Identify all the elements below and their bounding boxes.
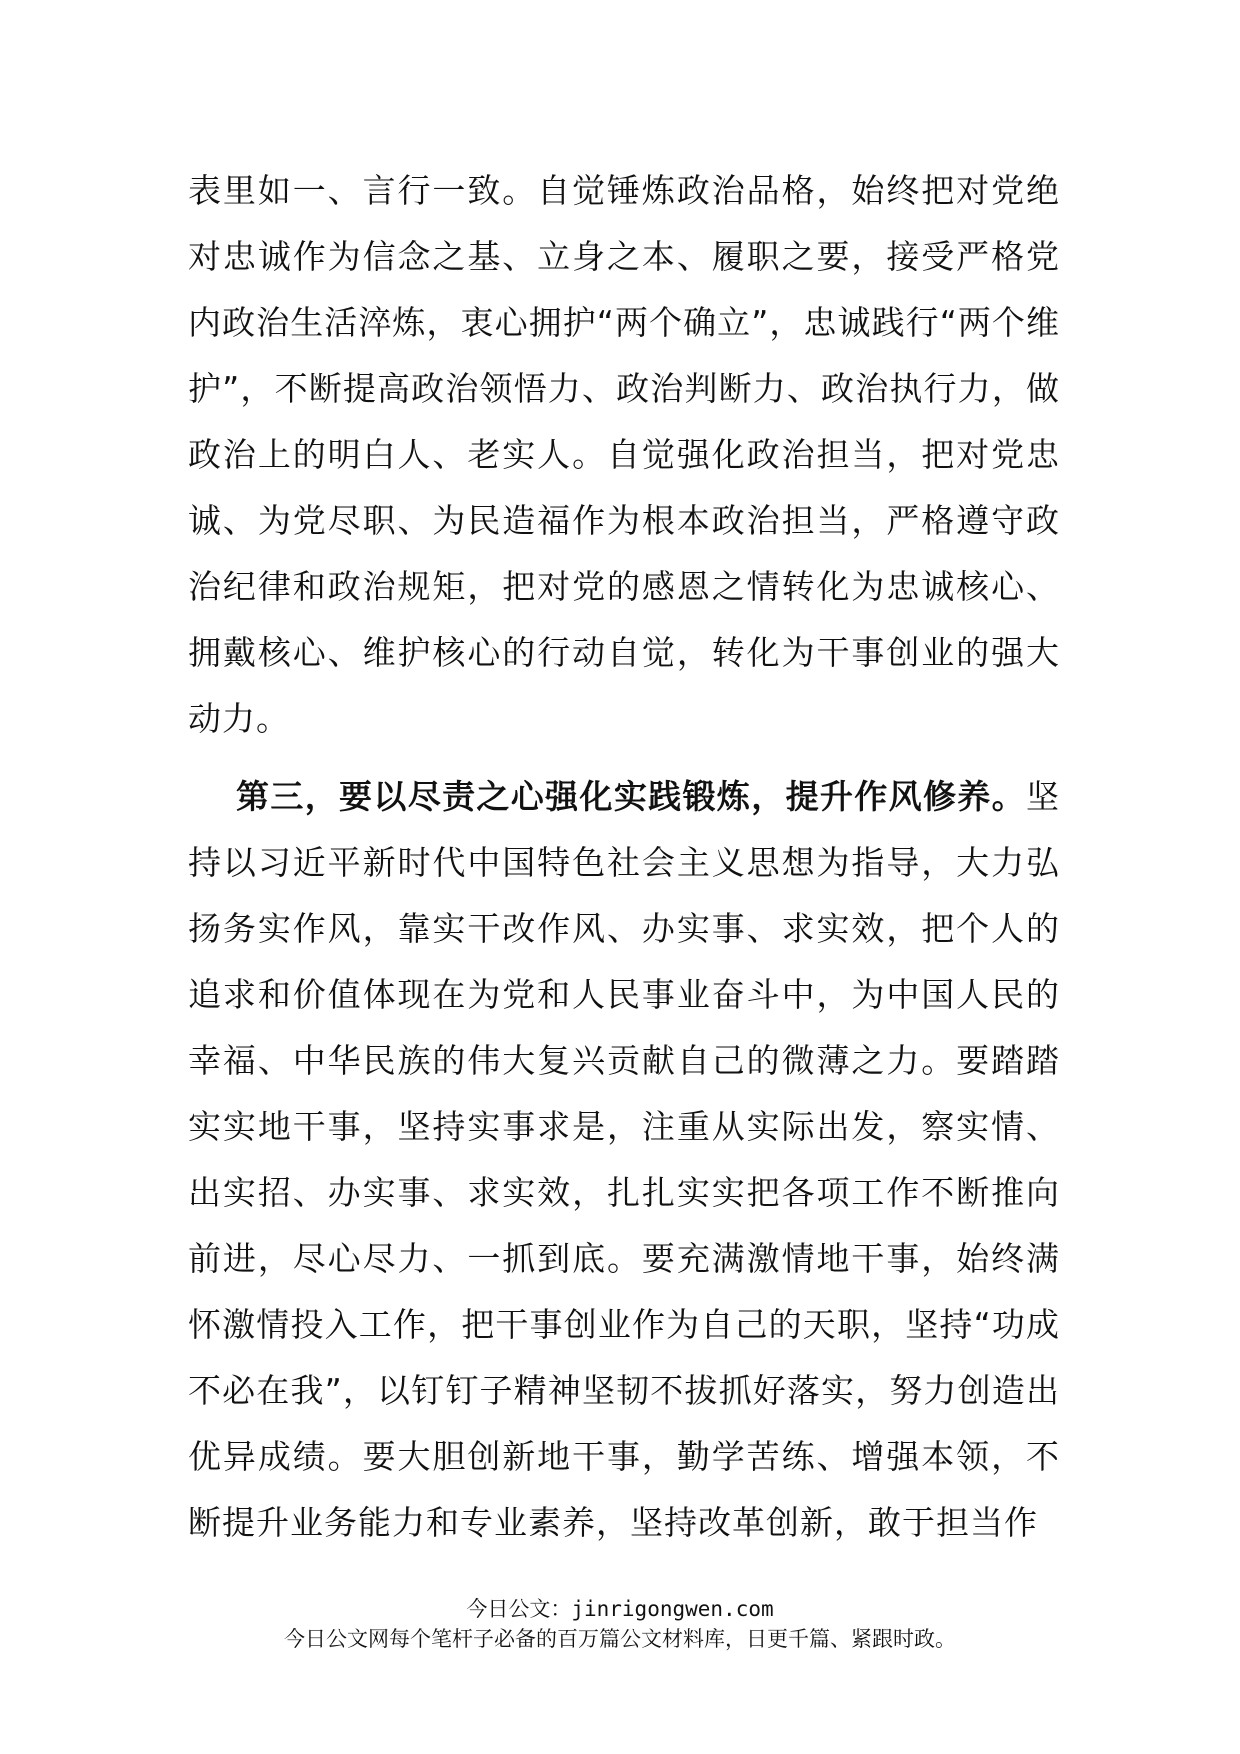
paragraph-continuation: 表里如一、言行一致。自觉锤炼政治品格，始终把对党绝对忠诚作为信念之基、立身之本、履职之要，接受严格党内政治生活淬炼，衷心拥护“两个确立”，忠诚践行“两个维护”，不断提高政治领悟力、政治判断力、政治执行力，做政治上的明白人、老实人。自觉强化政治担当，把对党忠诚、为党尽职、为民造福作为根本政治担当，严格遵守政治纪律和政治规矩，把对党的感恩之情转化为忠诚核心、拥戴核心、维护核心的行动自觉，转化为干事创业的强大动力。 (188, 171, 1060, 738)
paragraph-third-point (188, 764, 1060, 1556)
paragraph-lead-heading: 第三，要以尽责之心强化实践锻炼，提升作风修养。 (236, 777, 1026, 816)
footer-site-label: 今日公文： (466, 1597, 572, 1621)
footer-tagline: 今日公文网每个笔杆子必备的百万篇公文材料库，日更千篇、紧跟时政。 (284, 1627, 956, 1651)
paragraph-body-text: 坚持以习近平新时代中国特色社会主义思想为指导，大力弘扬务实作风，靠实干改作风、办实事、求实效，把个人的追求和价值体现在为党和人民事业奋斗中，为中国人民的幸福、中华民族的伟大复兴贡献自己的微薄之力。要踏踏实实地干事，坚持实事求是，注重从实际出发，察实情、出实招、办实事、求实效，扎扎实实把各项工作不断推向前进，尽心尽力、一抓到底。要充满激情地干事，始终满怀激情投入工作，把干事创业作为自己的天职，坚持“功成不必在我”，以钉钉子精神坚韧不拔抓好落实，努力创造出优异成绩。要大胆创新地干事，勤学苦练、增强本领，不断提升业务能力和专业素养，坚持改革创新，敢于担当作 (188, 777, 1060, 1542)
document-body (188, 158, 1060, 1556)
footer-site-url[interactable]: jinrigongwen.com (571, 1597, 774, 1621)
paragraph-spacer (188, 752, 1060, 764)
footer-site-line (0, 1594, 1240, 1624)
